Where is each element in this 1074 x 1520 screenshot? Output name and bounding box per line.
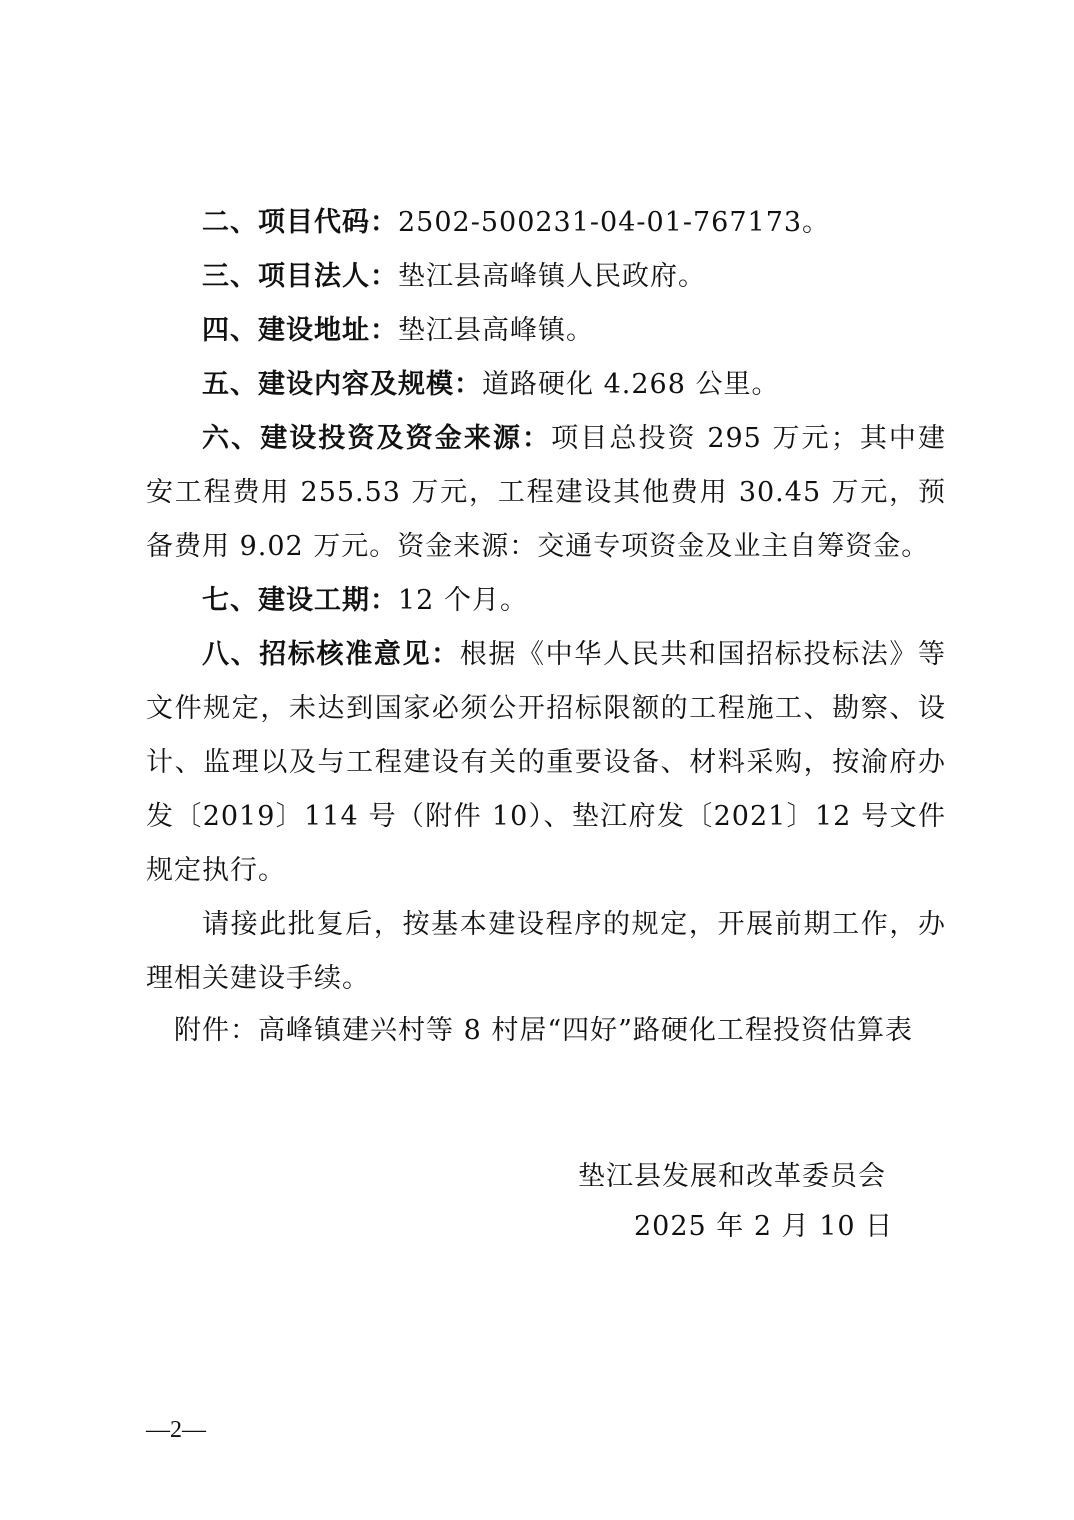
closing-paragraph: 请接此批复后，按基本建设程序的规定，开展前期工作，办理相关建设手续。	[146, 909, 946, 994]
item-project-code	[146, 196, 946, 250]
item-text: 12 个月。	[398, 585, 528, 616]
signature-organization: 垫江县发展和改革委员会	[578, 1161, 886, 1192]
item-text: 根据《中华人民共和国招标投标法》等文件规定，未达到国家必须公开招标限额的工程施工、勘察、设计、监理以及与工程建设有关的重要设备、材料采购，按渝府办发〔2019〕114 号（附件 10）、垫江府发〔2021〕12 号文件规定执行。	[146, 639, 947, 886]
item-construction-address	[146, 304, 946, 358]
item-construction-period	[146, 574, 946, 628]
item-text: 道路硬化 4.268 公里。	[482, 369, 780, 400]
page-number: —2—	[146, 1417, 206, 1443]
item-label: 八、招标核准意见：	[202, 639, 460, 670]
item-label: 七、建设工期：	[202, 585, 398, 616]
item-label: 五、建设内容及规模：	[202, 369, 482, 400]
item-bidding-opinion	[146, 628, 946, 898]
signature-date: 2025 年 2 月 10 日	[634, 1211, 894, 1242]
item-label: 二、项目代码：	[202, 207, 398, 238]
item-text: 项目总投资 295 万元；其中建安工程费用 255.53 万元，工程建设其他费用 30.45 万元，预备费用 9.02 万元。资金来源：交通专项资金及业主自筹资金。	[146, 423, 947, 562]
item-text: 垫江县高峰镇人民政府。	[398, 261, 706, 292]
item-label: 三、项目法人：	[202, 261, 398, 292]
item-investment-funding	[146, 412, 946, 574]
item-construction-scope	[146, 358, 946, 412]
item-label: 四、建设地址：	[202, 315, 398, 346]
item-project-legal-person	[146, 250, 946, 304]
item-text: 垫江县高峰镇。	[398, 315, 594, 346]
item-text: 2502-500231-04-01-767173。	[398, 207, 831, 238]
item-label: 六、建设投资及资金来源：	[202, 423, 552, 454]
attachment-line: 附件：高峰镇建兴村等 8 村居“四好”路硬化工程投资估算表	[174, 1015, 913, 1046]
